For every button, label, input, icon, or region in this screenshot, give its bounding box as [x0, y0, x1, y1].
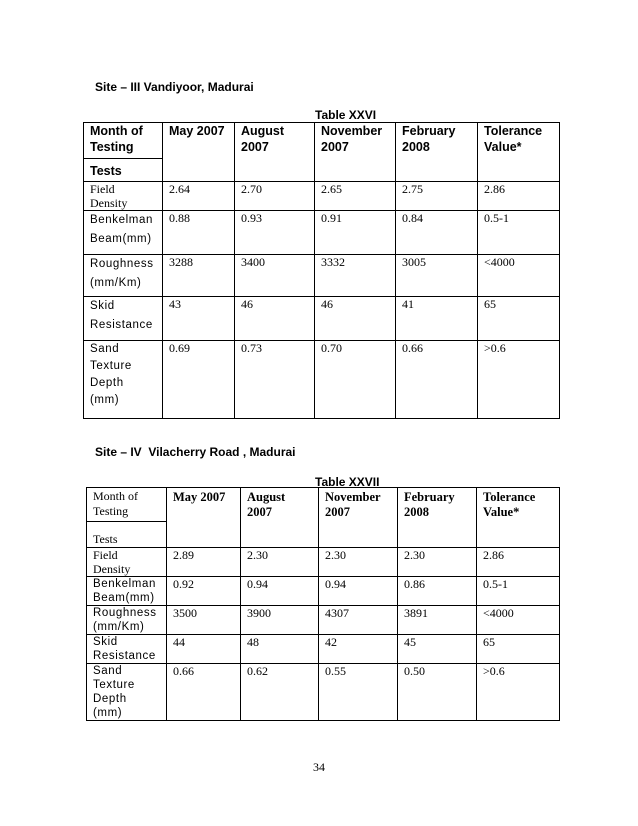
row-label-skid-resistance: Skid Resistance	[84, 297, 163, 341]
table-cell: 0.73	[235, 341, 315, 419]
table-cell: <4000	[477, 606, 560, 635]
table-cell: 0.50	[398, 664, 477, 721]
table-cell: >0.6	[478, 341, 560, 419]
table-cell: 46	[235, 297, 315, 341]
table-cell: 44	[167, 635, 241, 664]
table-cell: 2.70	[235, 182, 315, 211]
row-label-benkelman-beam: Benkelman Beam(mm)	[87, 577, 167, 606]
table-cell: 2.65	[315, 182, 396, 211]
table-cell: 3891	[398, 606, 477, 635]
table-cell: 0.66	[396, 341, 478, 419]
table-cell: >0.6	[477, 664, 560, 721]
table-cell: 0.94	[241, 577, 319, 606]
row-label-field-density: Field Density	[87, 548, 167, 577]
table-cell: 2.89	[167, 548, 241, 577]
row-label-roughness: Roughness (mm/Km)	[87, 606, 167, 635]
table-row	[84, 297, 560, 341]
table-cell: 0.5-1	[477, 577, 560, 606]
table-cell: 3500	[167, 606, 241, 635]
table-cell: 0.55	[319, 664, 398, 721]
header-divider	[87, 521, 167, 522]
row-label-sand-texture-depth: Sand Texture Depth (mm)	[87, 664, 167, 721]
table-cell: 3005	[396, 255, 478, 297]
column-header-tolerance-value: Tolerance Value*	[477, 488, 560, 548]
table-cell: 43	[163, 297, 235, 341]
row-label-sand-texture-depth: Sand Texture Depth (mm)	[84, 341, 163, 419]
table-row	[84, 211, 560, 255]
table-row	[87, 548, 560, 577]
table-cell: 41	[396, 297, 478, 341]
table-cell: 0.5-1	[478, 211, 560, 255]
column-header-tolerance-value: Tolerance Value*	[478, 123, 560, 182]
table-cell: <4000	[478, 255, 560, 297]
row-label-skid-resistance: Skid Resistance	[87, 635, 167, 664]
month-label-line1: Month of	[90, 124, 143, 138]
month-of-testing-header	[84, 123, 163, 182]
month-label-line1: Month of	[93, 489, 138, 503]
table-cell: 2.30	[319, 548, 398, 577]
month-label-line2: Testing	[93, 504, 129, 518]
table-cell: 2.86	[478, 182, 560, 211]
table-cell: 0.93	[235, 211, 315, 255]
table-cell: 45	[398, 635, 477, 664]
row-label-field-density: Field Density	[84, 182, 163, 211]
table-header-row	[87, 488, 560, 548]
column-header-may-2007: May 2007	[163, 123, 235, 182]
table-row	[87, 635, 560, 664]
table-cell: 2.75	[396, 182, 478, 211]
table-cell: 0.84	[396, 211, 478, 255]
column-header-february-2008: February 2008	[396, 123, 478, 182]
table-cell: 3900	[241, 606, 319, 635]
table-cell: 0.70	[315, 341, 396, 419]
tests-label: Tests	[90, 164, 122, 178]
column-header-august-2007: August 2007	[241, 488, 319, 548]
table-xxvii-title: Table XXVII	[315, 475, 380, 489]
site-3-heading: Site – III Vandiyoor, Madurai	[95, 80, 254, 94]
table-cell: 3288	[163, 255, 235, 297]
table-xxvii	[86, 487, 560, 721]
table-cell: 3332	[315, 255, 396, 297]
table-xxvi-title: Table XXVI	[315, 108, 377, 122]
header-divider	[84, 158, 163, 159]
table-cell: 2.64	[163, 182, 235, 211]
table-cell: 2.86	[477, 548, 560, 577]
table-cell: 42	[319, 635, 398, 664]
row-label-benkelman-beam: Benkelman Beam(mm)	[84, 211, 163, 255]
table-cell: 0.88	[163, 211, 235, 255]
page-number: 34	[313, 760, 325, 774]
table-cell: 3400	[235, 255, 315, 297]
table-cell: 4307	[319, 606, 398, 635]
table-cell: 46	[315, 297, 396, 341]
table-cell: 0.94	[319, 577, 398, 606]
column-header-november-2007: November 2007	[319, 488, 398, 548]
table-row	[87, 606, 560, 635]
table-cell: 2.30	[241, 548, 319, 577]
table-row	[84, 182, 560, 211]
table-cell: 48	[241, 635, 319, 664]
table-cell: 2.30	[398, 548, 477, 577]
tests-label: Tests	[93, 532, 118, 546]
table-row	[87, 577, 560, 606]
table-cell: 0.62	[241, 664, 319, 721]
table-cell: 0.86	[398, 577, 477, 606]
column-header-november-2007: November 2007	[315, 123, 396, 182]
table-row	[84, 255, 560, 297]
table-xxvi	[83, 122, 560, 419]
table-cell: 0.69	[163, 341, 235, 419]
table-row	[87, 664, 560, 721]
table-cell: 0.92	[167, 577, 241, 606]
table-cell: 0.91	[315, 211, 396, 255]
table-header-row	[84, 123, 560, 182]
month-label-line2: Testing	[90, 140, 134, 154]
column-header-may-2007: May 2007	[167, 488, 241, 548]
table-cell: 65	[477, 635, 560, 664]
site-4-heading: Site – IV Vilacherry Road , Madurai	[95, 445, 296, 459]
row-label-roughness: Roughness (mm/Km)	[84, 255, 163, 297]
table-cell: 65	[478, 297, 560, 341]
month-of-testing-header	[87, 488, 167, 548]
column-header-february-2008: February 2008	[398, 488, 477, 548]
table-row	[84, 341, 560, 419]
table-cell: 0.66	[167, 664, 241, 721]
column-header-august-2007: August 2007	[235, 123, 315, 182]
